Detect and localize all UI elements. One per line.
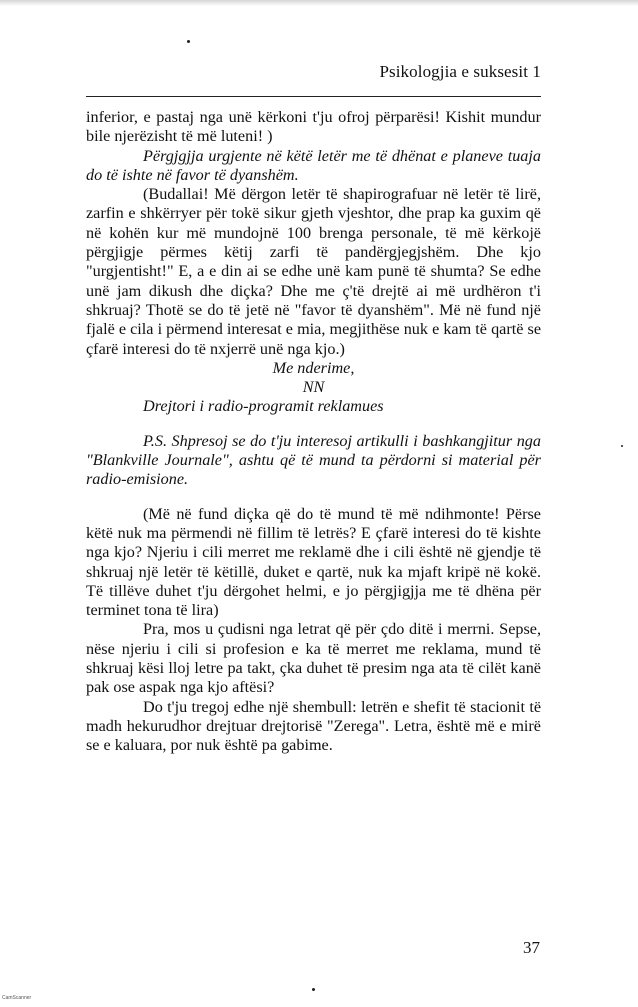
scan-speck — [621, 445, 623, 447]
running-head-title: Psikologjia e suksesit 1 — [379, 62, 541, 81]
spacer — [86, 417, 541, 432]
paragraph-example: Do t'ju tregoj edhe një shembull: letrën e shefit të stacionit të madh hekurudhor drejtuar drejtorisë "Zerega". Letra, është më e mirë se e kaluara, por nuk është pa gabime. — [86, 697, 541, 755]
scanner-watermark: CamScanner — [2, 995, 32, 1001]
scan-edge-shadow — [0, 0, 638, 6]
spacer — [86, 490, 541, 505]
paragraph-commentary-2: (Më në fund diçka që do të mund të më ndihmonte! Përse këtë nuk ma përmendi në fillim të letrës? E çfarë interesi do të kishte nga kjo? Njeriu i cili merret me reklamë dhe i cili është në gjendje të shkruaj një letër të këtillë, duket e qartë, nuk ka mjaft kripë në kokë. Të tillëve duhet t'ju dërgohet helmi, e jo përgjigjja me të dhëna për terminet tona të lira) — [86, 504, 541, 620]
letter-sender-title: Drejtori i radio-programit reklamues — [143, 397, 384, 416]
paragraph-urgent-request: Përgjgjja urgjente në këtë letër me të dhënat e planeve tuaja do të ishte në favor të dyanshëm. — [86, 146, 541, 184]
paragraph-continuation: inferior, e pastaj nga unë kërkoni t'ju ofroj përparësi! Kishit mundur bile njerëzisht të më luteni! ) — [86, 108, 541, 146]
scan-speck — [312, 988, 315, 991]
header-rule — [86, 96, 541, 97]
letter-initials: NN — [302, 378, 325, 397]
postscript: P.S. Shpresoj se do t'ju interesoj artikulli i bashkangjitur nga "Blankville Journale", ashtu që të mund ta përdorni si material për radio-emisione. — [86, 431, 541, 489]
paragraph-commentary: (Budallai! Më dërgon letër të shapirografuar në letër të lirë, zarfin e shkërryer për tokë sikur gjeth vjeshtor, dhe prap ka guxim që në kohën kur më mundojnë 100 brenga personale, të më kërkojë përgjigje përmes këtij zarfi të pandërgjegjshëm. Dhe kjo "urgjentisht!" E, a e din ai se edhe unë kam punë të shumta? Se edhe unë jam dikush dhe diçka? Dhe me ç'të drejtë ai më urdhëron t'i shkruaj? Thotë se do të jetë në "favor të dyanshëm". Më në fund një fjalë e cila i përmend interesat e mia, megjithëse nuk e kam të qartë se çfarë interesi do të nxjerrë unë nga kjo.) — [86, 185, 541, 358]
page-body — [86, 108, 541, 756]
page-number: 37 — [523, 938, 540, 957]
letter-closing: Me nderime, — [272, 358, 355, 377]
paragraph-advice: Pra, mos u çudisni nga letrat që për çdo ditë i merrni. Sepse, nëse njeriu i cili si profesion e ka të merret me reklama, mund të shkruaj kësi lloj letre pa takt, çka duhet të presim nga ata të cilët kanë pak ose aspak nga kjo aftësi? — [86, 620, 541, 697]
scan-speck — [187, 40, 190, 43]
